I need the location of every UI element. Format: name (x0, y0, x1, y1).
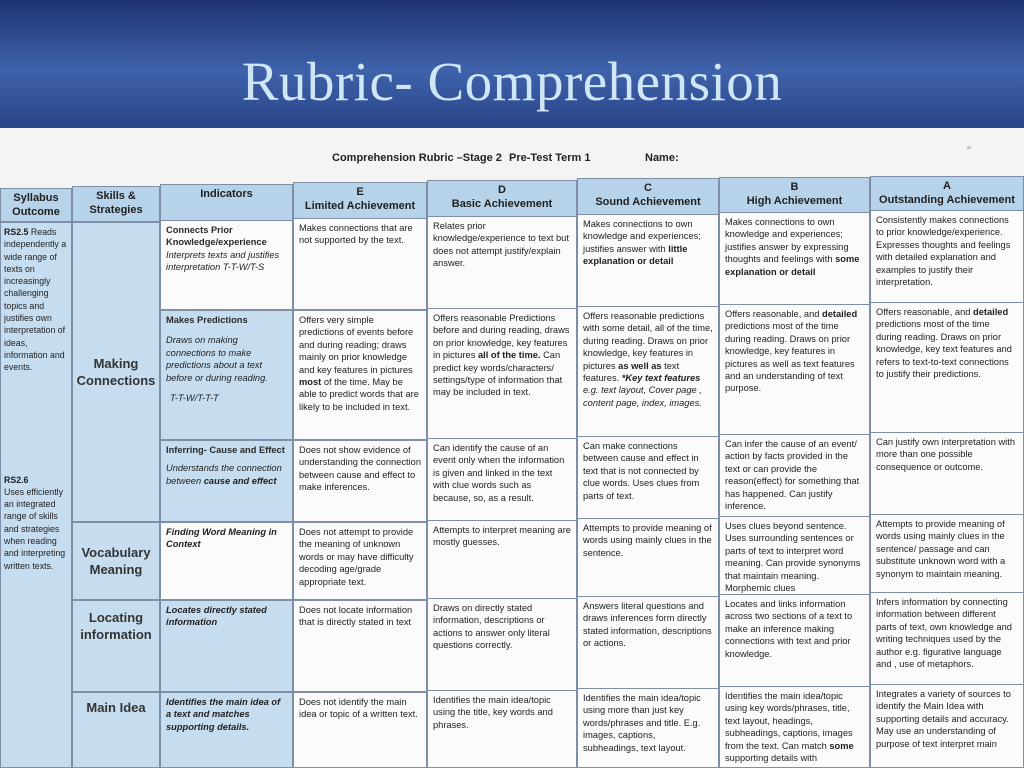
prior-level-c: Makes connections to own knowledge and experiences; justifies answer with little explanation or detail (577, 214, 719, 310)
skill-making-connections: Making Connections (72, 222, 160, 522)
main-idea-level-e: Does not identify the main idea or topic of a written text. (293, 692, 427, 768)
header-level-b: B High Achievement (719, 177, 870, 222)
header-level-c: C Sound Achievement (577, 178, 719, 222)
indicator-prior-knowledge: Connects Prior Knowledge/experience Interprets texts and justifies interpretation T-T-W/T-S (160, 220, 293, 310)
header-syllabus-outcome: Syllabus Outcome (0, 188, 72, 222)
locating-level-b: Locates and links information across two sections of a text to make an inference making connections with text and prior knowledge. (719, 594, 870, 688)
locating-level-c: Answers literal questions and draws inferences form directly stated information, descriptions or actions. (577, 596, 719, 690)
header-skills: Skills & Strategies (72, 186, 160, 222)
vocab-level-e: Does not attempt to provide the meaning of unknown words or may have difficulty decoding age/grade appropriate text. (293, 522, 427, 600)
outcome-rs25-text: Reads independently a wide range of texts on increasingly challenging topics and justifies own interpretation of ideas, information and events. (4, 227, 67, 373)
predictions-level-c: Offers reasonable predictions with some detail, all of the time, during reading. Draws on prior knowledge, key features in pictures as well as text features. *Key text features e.g. text layout, Cover page , content page, index, images. (577, 306, 719, 440)
skill-vocabulary-meaning: Vocabulary Meaning (72, 522, 160, 600)
outcome-rs25-code: RS2.5 (4, 227, 29, 237)
predictions-level-e: Offers very simple predictions of events before and during reading; draws mainly on prior knowledge and key features in pictures most of the time. May be able to predict words that are likely to be included in text. (293, 310, 427, 440)
vocab-level-b: Uses clues beyond sentence. Uses surrounding sentences or parts of text to interpret word meaning. Can provide synonyms that maintain meaning. Morphemic clues (719, 516, 870, 596)
name-label: Name: (645, 152, 679, 164)
predictions-level-b: Offers reasonable, and detailed predictions most of the time during reading. Draws on prior knowledge, key features in pictures as well as text features and an understanding of text purpose. (719, 304, 870, 438)
inferring-level-e: Does not show evidence of understanding the connection between cause and effect to make inferences. (293, 440, 427, 522)
indicator-main-idea: Identifies the main idea of a text and matches supporting details. (160, 692, 293, 768)
rubric-table (0, 176, 1024, 768)
predictions-level-d: Offers reasonable Predictions before and during reading, draws on prior knowledge, key features in pictures all of the time. Can predict key words/characters/ settings/type of information that may be included in text. (427, 308, 577, 440)
slide-title: Rubric- Comprehension (241, 51, 783, 112)
vocab-level-a: Attempts to provide meaning of words using mainly clues in the sentence/ passage and can substitute unknown word with a synonym to maintain meaning. (870, 514, 1024, 594)
vocab-level-d: Attempts to interpret meaning are mostly guesses. (427, 520, 577, 600)
vocab-level-c: Attempts to provide meaning of words using mainly clues in the sentence. (577, 518, 719, 598)
main-idea-level-a: Integrates a variety of sources to identify the Main Idea with supporting details and accuracy. May use an understanding of purpose of text interpret main (870, 684, 1024, 768)
scan-speck (967, 146, 971, 149)
main-idea-level-b: Identifies the main idea/topic using key words/phrases, title, text layout, headings, subheadings, captions, images from the text. Can match some supporting details with (719, 686, 870, 768)
prior-level-d: Relates prior knowledge/experience to text but does not attempt justify/explain answer. (427, 216, 577, 310)
header-level-a: A Outstanding Achievement (870, 176, 1024, 222)
prior-level-e: Makes connections that are not supported by the text. (293, 218, 427, 310)
locating-level-a: Infers information by connecting information between different parts of text, own knowledge and writing techniques used by the author e.g. figurative language and , use of metaphors. (870, 592, 1024, 686)
skill-main-idea: Main Idea (72, 692, 160, 768)
inferring-level-d: Can identify the cause of an event only when the information is given and linked in the text with clue words such as because, so, as a result. (427, 438, 577, 522)
header-indicators: Indicators (160, 184, 293, 222)
document-title: Comprehension Rubric –Stage 2 (332, 152, 502, 164)
indicator-word-meaning: Finding Word Meaning in Context (160, 522, 293, 600)
locating-level-d: Draws on directly stated information, descriptions or actions to answer only literal questions correctly. (427, 598, 577, 692)
outcome-rs26-code: RS2.6 (4, 474, 29, 485)
outcome-rs26-text: Uses efficiently an integrated range of skills and strategies when reading and interpreting written texts. (4, 486, 66, 571)
syllabus-outcome-column (0, 222, 72, 768)
header-level-d: D Basic Achievement (427, 180, 577, 222)
inferring-level-a: Can justify own interpretation with more than one possible consequence or outcome. (870, 432, 1024, 516)
inferring-level-c: Can make connections between cause and effect in text that is not connected by clue words. Uses clues from parts of text. (577, 436, 719, 520)
skill-locating-information: Locating information (72, 600, 160, 692)
prior-level-b: Makes connections to own knowledge and experiences; justifies answer by expressing thoughts and feelings with some explanation or detail (719, 212, 870, 310)
indicator-inferring: Inferring- Cause and Effect Understands the connection between cause and effect (160, 440, 293, 522)
indicator-locating: Locates directly stated information (160, 600, 293, 692)
indicator-predictions: Makes Predictions Draws on making connections to make predictions about a text before or during reading. T-T-W/T-T-T (160, 310, 293, 440)
header-level-e: E Limited Achievement (293, 182, 427, 222)
main-idea-level-c: Identifies the main idea/topic using more than just key words/phrases and title. E.g. images, captions, subheadings, text layout. (577, 688, 719, 768)
main-idea-level-d: Identifies the main idea/topic using the title, key words and phrases. (427, 690, 577, 768)
inferring-level-b: Can infer the cause of an event/ action by facts provided in the text or can provide the reason(effect) for something that has happened. Can justify inference. (719, 434, 870, 518)
predictions-level-a: Offers reasonable, and detailed predictions most of the time during reading. Draws on prior knowledge, key text features and refers to text-to-text connections to justify their predictions. (870, 302, 1024, 436)
locating-level-e: Does not locate information that is directly stated in text (293, 600, 427, 692)
prior-level-a: Consistently makes connections to prior knowledge/experience. Expresses thoughts and feelings with detailed explanation and examples to justify their interpretation. (870, 210, 1024, 310)
document-term: Pre-Test Term 1 (509, 152, 591, 164)
slide-header (0, 0, 1024, 128)
